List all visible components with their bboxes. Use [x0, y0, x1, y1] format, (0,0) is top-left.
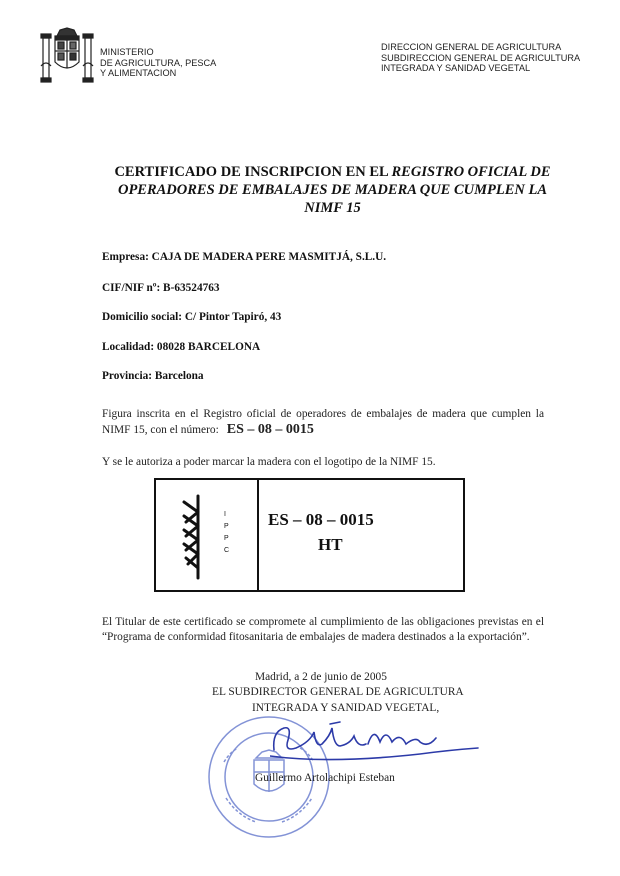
registration-text: Figura inscrita en el Registro oficial de operadores de embalajes de madera que cumplen la NIMF 15, con el número:	[102, 408, 544, 436]
treatment-code: HT	[318, 535, 343, 554]
direction-line: SUBDIRECCION GENERAL DE AGRICULTURA	[381, 52, 581, 63]
title-italic: OPERADORES DE EMBALAJES DE MADERA QUE CUMPLEN LA	[117, 182, 548, 198]
coat-of-arms-icon	[38, 26, 96, 86]
ippc-letter: P	[224, 523, 229, 530]
ministry-line: Y ALIMENTACION	[100, 68, 177, 79]
signature-date: Madrid, a 2 de junio de 2005	[255, 671, 387, 683]
wheat-ear-icon	[176, 492, 236, 582]
registration-paragraph	[102, 407, 544, 438]
direction-line: INTEGRADA Y SANIDAD VEGETAL	[381, 63, 531, 74]
ministry-line: DE AGRICULTURA, PESCA	[100, 57, 217, 68]
mark-divider	[257, 480, 259, 590]
address-field: Domicilio social: C/ Pintor Tapiró, 43	[102, 311, 282, 323]
title-italic: NIMF 15	[304, 200, 361, 216]
handwritten-signature	[270, 718, 480, 768]
direction-line: DIRECCION GENERAL DE AGRICULTURA	[381, 42, 562, 52]
province-field: Provincia: Barcelona	[102, 370, 204, 382]
certificate-title	[80, 163, 585, 217]
signatory-role: INTEGRADA Y SANIDAD VEGETAL,	[252, 702, 440, 714]
signatory-role: EL SUBDIRECTOR GENERAL DE AGRICULTURA	[212, 686, 464, 698]
nimf15-mark-box	[154, 478, 465, 592]
locality-field: Localidad: 08028 BARCELONA	[102, 341, 261, 353]
authorization-paragraph: Y se le autoriza a poder marcar la madera con el logotipo de la NIMF 15.	[102, 456, 436, 468]
company-field: Empresa: CAJA DE MADERA PERE MASMITJÁ, S.L.U.	[102, 251, 387, 263]
direction-name	[381, 42, 580, 74]
ministry-name	[100, 47, 216, 79]
commitment-paragraph: El Titular de este certificado se compromete al cumplimiento de las obligaciones previstas en el “Programa de conformidad fitosanitaria de embalajes de madera destinados a la exportación”.	[102, 616, 544, 643]
ippc-letter: P	[224, 535, 229, 542]
registration-number: ES – 08 – 0015	[226, 422, 314, 437]
cif-field: CIF/NIF nº: B-63524763	[102, 282, 220, 294]
ippc-letter: C	[224, 547, 230, 554]
mark-number: ES – 08 – 0015	[268, 510, 374, 529]
ministry-line: MINISTERIO	[100, 47, 154, 57]
title-italic: REGISTRO OFICIAL DE	[391, 164, 551, 180]
ippc-letter: I	[224, 511, 226, 518]
signatory-name: Guillermo Artolachipi Esteban	[255, 772, 395, 784]
title-plain: CERTIFICADO DE INSCRIPCION EN EL	[114, 164, 392, 180]
